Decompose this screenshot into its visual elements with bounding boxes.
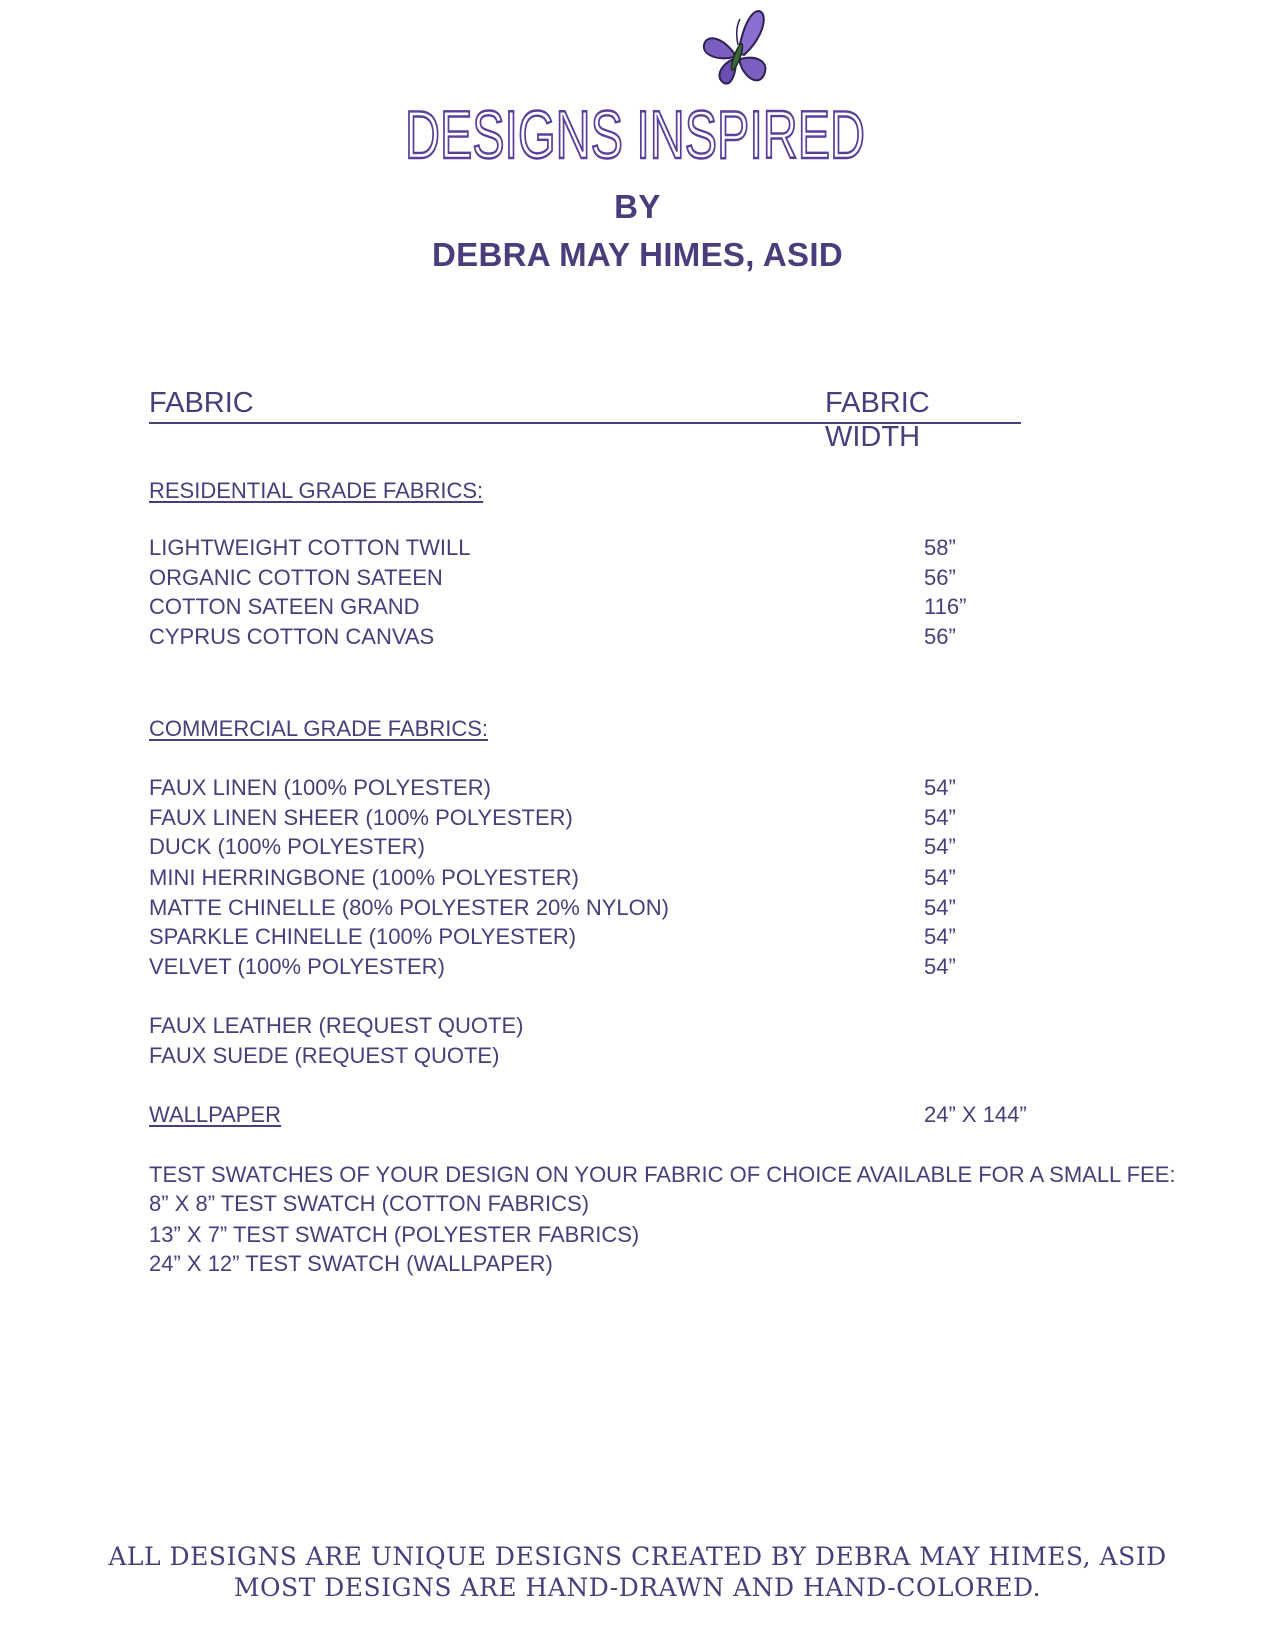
list-item-width: 54” — [924, 775, 956, 800]
list-item: DUCK (100% POLYESTER) — [149, 834, 425, 859]
designer-name: DEBRA MAY HIMES, ASID — [432, 236, 843, 273]
column-header — [149, 386, 1021, 453]
list-item: MINI HERRINGBONE (100% POLYESTER) — [149, 865, 579, 890]
footer-line-2: MOST DESIGNS ARE HAND-DRAWN AND HAND-COLORED. — [233, 1573, 1042, 1602]
section-residential-heading: RESIDENTIAL GRADE FABRICS: — [149, 478, 484, 503]
list-item-width: 54” — [924, 924, 956, 949]
brand-name: DESIGNS INSPIRED — [405, 97, 865, 173]
list-item: ORGANIC COTTON SATEEN — [149, 565, 443, 590]
list-item-width: 56” — [924, 624, 956, 649]
list-item-width: 58” — [924, 535, 956, 560]
list-item-width: 54” — [924, 865, 956, 890]
list-item-width: 54” — [924, 805, 956, 830]
footer-line-1: ALL DESIGNS ARE UNIQUE DESIGNS CREATED BY DEBRA MAY HIMES, ASID — [108, 1542, 1167, 1571]
list-item-width: 54” — [924, 834, 956, 859]
byline-by: BY — [614, 188, 661, 225]
list-item: LIGHTWEIGHT COTTON TWILL — [149, 535, 471, 560]
wallpaper-size: 24” X 144” — [924, 1102, 1027, 1127]
swatch-item: 13” X 7” TEST SWATCH (POLYESTER FABRICS) — [149, 1222, 640, 1247]
list-item-quote: FAUX SUEDE (REQUEST QUOTE) — [149, 1043, 500, 1068]
list-item: VELVET (100% POLYESTER) — [149, 954, 445, 979]
swatch-item: 8” X 8” TEST SWATCH (COTTON FABRICS) — [149, 1191, 590, 1216]
list-item-width: 54” — [924, 895, 956, 920]
column-fabric-width: FABRIC WIDTH — [825, 387, 930, 453]
list-item: FAUX LINEN (100% POLYESTER) — [149, 775, 491, 800]
list-item: COTTON SATEEN GRAND — [149, 594, 420, 619]
list-item-width: 116” — [924, 594, 967, 619]
brand-logo — [400, 92, 870, 173]
list-item: CYPRUS COTTON CANVAS — [149, 624, 435, 649]
section-commercial-heading: COMMERCIAL GRADE FABRICS: — [149, 716, 489, 741]
list-item-width: 54” — [924, 954, 956, 979]
list-item-quote: FAUX LEATHER (REQUEST QUOTE) — [149, 1013, 524, 1038]
list-item: FAUX LINEN SHEER (100% POLYESTER) — [149, 805, 573, 830]
swatches-intro: TEST SWATCHES OF YOUR DESIGN ON YOUR FABRIC OF CHOICE AVAILABLE FOR A SMALL FEE: — [149, 1162, 1176, 1187]
butterfly-icon — [700, 5, 772, 89]
list-item: MATTE CHINELLE (80% POLYESTER 20% NYLON) — [149, 895, 669, 920]
section-wallpaper-heading: WALLPAPER — [149, 1102, 282, 1127]
column-fabric: FABRIC — [149, 387, 254, 419]
swatch-item: 24” X 12” TEST SWATCH (WALLPAPER) — [149, 1251, 553, 1276]
list-item: SPARKLE CHINELLE (100% POLYESTER) — [149, 924, 577, 949]
list-item-width: 56” — [924, 565, 956, 590]
